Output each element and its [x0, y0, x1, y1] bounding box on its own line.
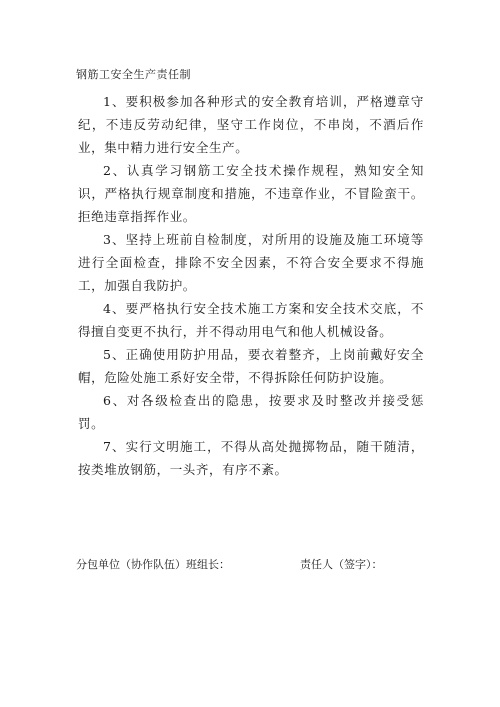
document-title: 钢筋工安全生产责任制 [76, 68, 191, 81]
rule-item: 4、要严格执行安全技术施工方案和安全技术交底，不得擅自变更不执行，并不得动用电气和他人机械设备。 [78, 301, 424, 339]
rule-item: 6、对各级检查出的隐患，按要求及时整改并接受惩罚。 [78, 393, 424, 431]
rule-item: 3、坚持上班前自检制度，对所用的设施及施工环境等进行全面检查，排除不安全因素，不符合安全要求不得施工，加强自我防护。 [78, 232, 424, 293]
rule-item: 5、正确使用防护用品，要衣着整齐，上岗前戴好安全帽，危险处施工系好安全带，不得拆除任何防护设施。 [78, 347, 424, 385]
rule-item: 7、实行文明施工，不得从高处抛掷物品，随干随清，按类堆放钢筋，一头齐，有序不紊。 [78, 439, 424, 477]
team-leader-signature-label: 分包单位（协作队伍）班组长： [76, 558, 230, 571]
rules-list [78, 90, 424, 481]
rule-item: 1、要积极参加各种形式的安全教育培训，严格遵章守纪，不违反劳动纪律，坚守工作岗位，不串岗，不酒后作业，集中精力进行安全生产。 [78, 94, 424, 155]
rule-item: 2、认真学习钢筋工安全技术操作规程，熟知安全知识，严格执行规章制度和措施，不违章作业，不冒险蛮干。拒绝违章指挥作业。 [78, 163, 424, 224]
responsible-person-signature-label: 责任人（签字）： [300, 558, 383, 571]
